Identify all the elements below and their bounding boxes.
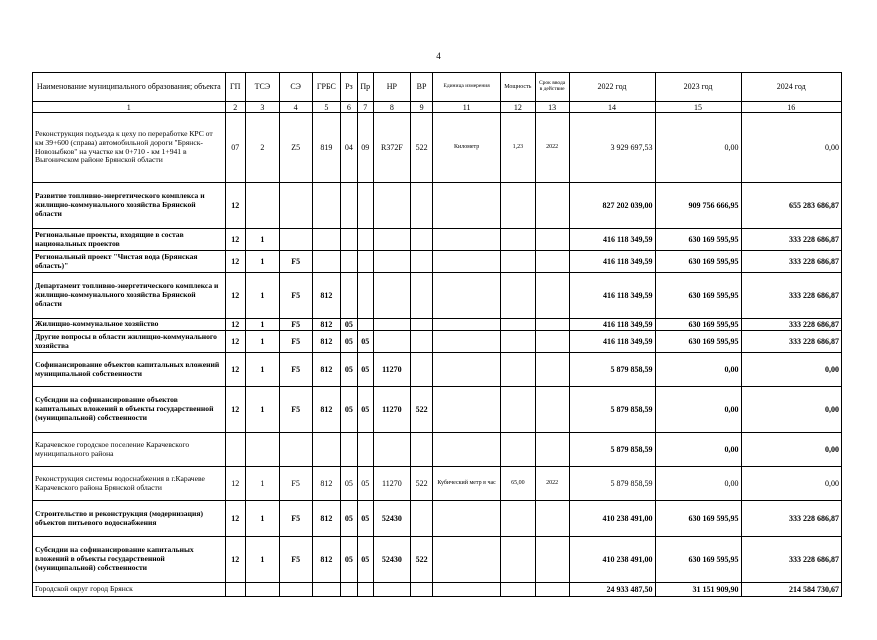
cell-y2024: 333 228 686,87 [741, 319, 841, 331]
cell-term: 2022 [535, 467, 569, 501]
cell-y2024: 333 228 686,87 [741, 501, 841, 537]
cell-y2023: 630 169 595,95 [655, 251, 741, 273]
header-row [33, 73, 842, 102]
cell-power: 1,23 [500, 113, 535, 183]
cell-tse: 1 [245, 251, 279, 273]
cell-gp: 07 [225, 113, 245, 183]
cell-pr [357, 583, 373, 597]
column-number: 13 [535, 102, 569, 113]
cell-unit [433, 387, 501, 433]
cell-y2023: 630 169 595,95 [655, 537, 741, 583]
cell-se: F5 [279, 387, 312, 433]
cell-se: F5 [279, 467, 312, 501]
cell-y2023: 909 756 666,95 [655, 183, 741, 229]
cell-y2024: 333 228 686,87 [741, 251, 841, 273]
cell-grbs [312, 433, 341, 467]
cell-pr: 05 [357, 353, 373, 387]
row-name: Субсидии на софинансирование капитальных вложений в объекты государственной (муниципальной) собственности [33, 537, 226, 583]
cell-y2023: 630 169 595,95 [655, 331, 741, 353]
cell-rz: 05 [341, 319, 357, 331]
column-number: 4 [279, 102, 312, 113]
table-row [33, 251, 842, 273]
cell-grbs [312, 251, 341, 273]
cell-term [535, 433, 569, 467]
header-2022: 2022 год [569, 73, 655, 102]
cell-se [279, 183, 312, 229]
header-se: СЭ [279, 73, 312, 102]
table-row [33, 537, 842, 583]
column-number: 6 [341, 102, 357, 113]
cell-gp: 12 [225, 353, 245, 387]
row-name: Строительство и реконструкция (модернизация) объектов питьевого водоснабжения [33, 501, 226, 537]
table-row [33, 501, 842, 537]
cell-vr [410, 251, 433, 273]
cell-power [500, 387, 535, 433]
cell-tse: 1 [245, 467, 279, 501]
row-name: Реконструкция системы водоснабжения в г.Карачеве Карачевского района Брянской области [33, 467, 226, 501]
budget-table [32, 72, 842, 597]
cell-se [279, 583, 312, 597]
cell-nr [373, 251, 410, 273]
cell-rz [341, 433, 357, 467]
cell-grbs: 812 [312, 331, 341, 353]
cell-rz [341, 583, 357, 597]
cell-power [500, 501, 535, 537]
cell-gp: 12 [225, 251, 245, 273]
column-number: 8 [373, 102, 410, 113]
cell-vr [410, 353, 433, 387]
cell-rz [341, 251, 357, 273]
cell-y2023: 0,00 [655, 353, 741, 387]
row-name: Региональные проекты, входящие в состав национальных проектов [33, 229, 226, 251]
cell-y2024: 333 228 686,87 [741, 273, 841, 319]
cell-y2023: 630 169 595,95 [655, 319, 741, 331]
cell-term [535, 537, 569, 583]
cell-grbs: 812 [312, 353, 341, 387]
cell-unit [433, 537, 501, 583]
table-row [33, 113, 842, 183]
table-row [33, 433, 842, 467]
cell-tse [245, 433, 279, 467]
cell-tse: 1 [245, 273, 279, 319]
cell-gp [225, 433, 245, 467]
cell-rz: 05 [341, 353, 357, 387]
cell-unit [433, 273, 501, 319]
cell-y2022: 416 118 349,59 [569, 331, 655, 353]
cell-y2022: 416 118 349,59 [569, 319, 655, 331]
cell-y2023: 0,00 [655, 467, 741, 501]
cell-se: F5 [279, 537, 312, 583]
cell-pr [357, 273, 373, 319]
cell-nr: R372F [373, 113, 410, 183]
cell-term [535, 331, 569, 353]
cell-gp: 12 [225, 537, 245, 583]
column-number: 7 [357, 102, 373, 113]
cell-gp: 12 [225, 467, 245, 501]
table-row [33, 467, 842, 501]
cell-pr [357, 433, 373, 467]
table-row [33, 583, 842, 597]
cell-pr: 05 [357, 501, 373, 537]
cell-unit [433, 331, 501, 353]
cell-se: F5 [279, 331, 312, 353]
cell-tse: 1 [245, 537, 279, 583]
cell-vr [410, 433, 433, 467]
cell-unit [433, 353, 501, 387]
cell-grbs [312, 583, 341, 597]
header-unit: Единица измерения [433, 73, 501, 102]
cell-vr: 522 [410, 113, 433, 183]
cell-vr [410, 319, 433, 331]
cell-power [500, 353, 535, 387]
cell-grbs: 812 [312, 501, 341, 537]
cell-y2024: 0,00 [741, 387, 841, 433]
header-power: Мощность [500, 73, 535, 102]
table-row [33, 273, 842, 319]
cell-y2023: 31 151 909,90 [655, 583, 741, 597]
page-number: 4 [436, 51, 441, 61]
cell-y2022: 416 118 349,59 [569, 273, 655, 319]
cell-nr [373, 229, 410, 251]
column-number: 9 [410, 102, 433, 113]
header-nr: НР [373, 73, 410, 102]
column-number: 16 [741, 102, 841, 113]
column-number: 12 [500, 102, 535, 113]
header-rz: Рз [341, 73, 357, 102]
column-number: 15 [655, 102, 741, 113]
cell-grbs [312, 183, 341, 229]
cell-tse: 1 [245, 331, 279, 353]
cell-unit [433, 501, 501, 537]
cell-gp: 12 [225, 273, 245, 319]
row-name: Развитие топливно-энергетического комплекса и жилищно-коммунального хозяйства Брянской области [33, 183, 226, 229]
cell-vr: 522 [410, 537, 433, 583]
cell-y2022: 416 118 349,59 [569, 251, 655, 273]
cell-pr [357, 251, 373, 273]
cell-term [535, 387, 569, 433]
cell-unit [433, 183, 501, 229]
cell-power [500, 331, 535, 353]
header-2023: 2023 год [655, 73, 741, 102]
row-name: Реконструкция подъезда к цеху по переработке КРС от км 39+600 (справа) автомобильной дороги "Брянск-Новозыбков" на участке км 0+710 - км 1+941 в Выгоничском районе Брянской области [33, 113, 226, 183]
cell-tse: 1 [245, 353, 279, 387]
cell-y2024: 655 283 686,87 [741, 183, 841, 229]
header-gp: ГП [225, 73, 245, 102]
row-name: Городской округ город Брянск [33, 583, 226, 597]
cell-unit [433, 319, 501, 331]
cell-y2022: 410 238 491,00 [569, 537, 655, 583]
cell-pr: 05 [357, 467, 373, 501]
cell-pr: 05 [357, 387, 373, 433]
cell-vr: 522 [410, 467, 433, 501]
cell-tse [245, 583, 279, 597]
header-pr: Пр [357, 73, 373, 102]
cell-rz: 05 [341, 387, 357, 433]
cell-nr [373, 319, 410, 331]
cell-se [279, 433, 312, 467]
cell-term [535, 583, 569, 597]
row-name: Другие вопросы в области жилищно-коммунального хозяйства [33, 331, 226, 353]
cell-power [500, 583, 535, 597]
column-number: 2 [225, 102, 245, 113]
cell-vr [410, 583, 433, 597]
cell-y2024: 0,00 [741, 353, 841, 387]
cell-term [535, 319, 569, 331]
cell-unit [433, 583, 501, 597]
cell-y2022: 5 879 858,59 [569, 353, 655, 387]
row-name: Софинансирование объектов капитальных вложений муниципальной собственности [33, 353, 226, 387]
cell-gp: 12 [225, 387, 245, 433]
header-name: Наименование муниципального образования; объекта [33, 73, 226, 102]
cell-y2022: 5 879 858,59 [569, 387, 655, 433]
row-name: Жилищно-коммунальное хозяйство [33, 319, 226, 331]
cell-y2022: 416 118 349,59 [569, 229, 655, 251]
cell-rz: 05 [341, 331, 357, 353]
cell-nr: 11270 [373, 353, 410, 387]
cell-power [500, 183, 535, 229]
table-row [33, 319, 842, 331]
cell-rz [341, 229, 357, 251]
cell-y2023: 0,00 [655, 113, 741, 183]
cell-grbs: 819 [312, 113, 341, 183]
cell-vr [410, 229, 433, 251]
cell-tse [245, 183, 279, 229]
column-number: 3 [245, 102, 279, 113]
cell-se [279, 229, 312, 251]
cell-grbs: 812 [312, 319, 341, 331]
cell-unit [433, 433, 501, 467]
cell-tse: 1 [245, 229, 279, 251]
cell-grbs: 812 [312, 537, 341, 583]
cell-power: 65,00 [500, 467, 535, 501]
row-name: Субсидии на софинансирование объектов капитальных вложений в объекты государственной (муниципальной) собственности [33, 387, 226, 433]
row-name: Региональный проект "Чистая вода (Брянская область)" [33, 251, 226, 273]
cell-tse: 2 [245, 113, 279, 183]
cell-rz: 05 [341, 537, 357, 583]
cell-rz: 05 [341, 467, 357, 501]
cell-y2024: 0,00 [741, 433, 841, 467]
table-row [33, 229, 842, 251]
cell-se: Z5 [279, 113, 312, 183]
column-number: 14 [569, 102, 655, 113]
cell-gp [225, 583, 245, 597]
cell-nr: 52430 [373, 501, 410, 537]
cell-gp: 12 [225, 229, 245, 251]
cell-power [500, 273, 535, 319]
cell-y2024: 333 228 686,87 [741, 229, 841, 251]
column-number: 1 [33, 102, 226, 113]
cell-y2023: 0,00 [655, 387, 741, 433]
cell-grbs: 812 [312, 467, 341, 501]
cell-term [535, 273, 569, 319]
cell-nr [373, 331, 410, 353]
cell-y2024: 333 228 686,87 [741, 537, 841, 583]
cell-y2022: 24 933 487,50 [569, 583, 655, 597]
cell-rz [341, 183, 357, 229]
cell-se: F5 [279, 251, 312, 273]
cell-power [500, 433, 535, 467]
cell-y2024: 0,00 [741, 467, 841, 501]
cell-tse: 1 [245, 501, 279, 537]
cell-unit: Кубический метр в час [433, 467, 501, 501]
cell-nr [373, 183, 410, 229]
cell-term: 2022 [535, 113, 569, 183]
cell-se: F5 [279, 501, 312, 537]
cell-pr [357, 229, 373, 251]
table-row [33, 331, 842, 353]
cell-grbs: 812 [312, 273, 341, 319]
cell-grbs: 812 [312, 387, 341, 433]
cell-unit [433, 229, 501, 251]
cell-pr: 05 [357, 331, 373, 353]
cell-term [535, 229, 569, 251]
cell-gp: 12 [225, 501, 245, 537]
cell-term [535, 183, 569, 229]
column-number: 11 [433, 102, 501, 113]
cell-vr: 522 [410, 387, 433, 433]
cell-rz: 05 [341, 501, 357, 537]
cell-nr: 11270 [373, 387, 410, 433]
cell-pr: 09 [357, 113, 373, 183]
cell-unit [433, 251, 501, 273]
cell-se: F5 [279, 273, 312, 319]
cell-y2024: 333 228 686,87 [741, 331, 841, 353]
cell-tse: 1 [245, 319, 279, 331]
column-number: 5 [312, 102, 341, 113]
cell-se: F5 [279, 353, 312, 387]
cell-y2022: 827 202 039,00 [569, 183, 655, 229]
cell-rz [341, 273, 357, 319]
cell-y2022: 410 238 491,00 [569, 501, 655, 537]
cell-nr: 52430 [373, 537, 410, 583]
cell-y2023: 0,00 [655, 433, 741, 467]
cell-vr [410, 183, 433, 229]
cell-y2023: 630 169 595,95 [655, 229, 741, 251]
cell-nr [373, 583, 410, 597]
cell-y2024: 0,00 [741, 113, 841, 183]
cell-power [500, 251, 535, 273]
cell-gp: 12 [225, 183, 245, 229]
cell-gp: 12 [225, 331, 245, 353]
cell-y2022: 3 929 697,53 [569, 113, 655, 183]
cell-pr [357, 319, 373, 331]
cell-tse: 1 [245, 387, 279, 433]
cell-nr [373, 433, 410, 467]
header-term: Срок ввода в действие [535, 73, 569, 102]
cell-pr [357, 183, 373, 229]
cell-y2023: 630 169 595,95 [655, 273, 741, 319]
cell-nr: 11270 [373, 467, 410, 501]
cell-y2023: 630 169 595,95 [655, 501, 741, 537]
cell-power [500, 319, 535, 331]
cell-nr [373, 273, 410, 319]
cell-term [535, 251, 569, 273]
cell-y2022: 5 879 858,59 [569, 433, 655, 467]
cell-term [535, 353, 569, 387]
cell-power [500, 537, 535, 583]
header-grbs: ГРБС [312, 73, 341, 102]
header-2024: 2024 год [741, 73, 841, 102]
table-row [33, 387, 842, 433]
cell-pr: 05 [357, 537, 373, 583]
cell-gp: 12 [225, 319, 245, 331]
cell-unit: Километр [433, 113, 501, 183]
cell-se: F5 [279, 319, 312, 331]
cell-rz: 04 [341, 113, 357, 183]
table-row [33, 183, 842, 229]
cell-vr [410, 331, 433, 353]
header-tse: ТСЭ [245, 73, 279, 102]
cell-term [535, 501, 569, 537]
row-name: Карачевское городское поселение Карачевского муниципального района [33, 433, 226, 467]
cell-y2022: 5 879 858,59 [569, 467, 655, 501]
cell-power [500, 229, 535, 251]
cell-grbs [312, 229, 341, 251]
cell-y2024: 214 584 730,67 [741, 583, 841, 597]
header-vr: ВР [410, 73, 433, 102]
row-name: Департамент топливно-энергетического комплекса и жилищно-коммунального хозяйства Брянской области [33, 273, 226, 319]
cell-vr [410, 501, 433, 537]
cell-vr [410, 273, 433, 319]
column-number-row [33, 102, 842, 113]
table-row [33, 353, 842, 387]
